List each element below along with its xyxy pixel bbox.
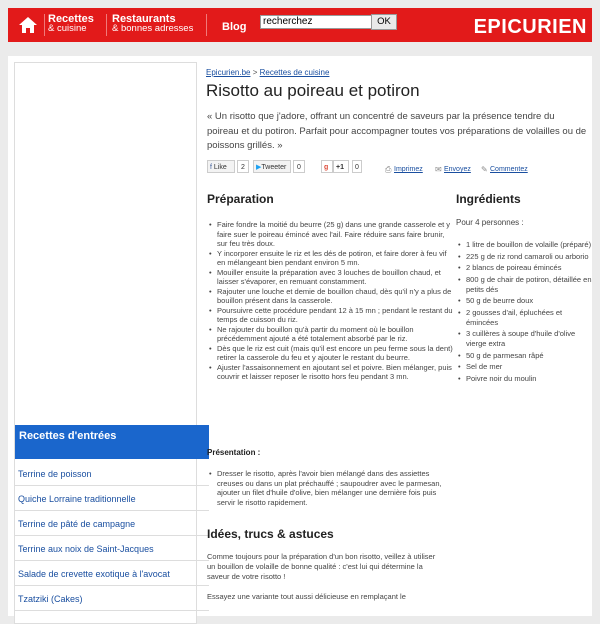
recipe-intro: « Un risotto que j'adore, offrant un concentré de saveurs par la présence tendre du poireau et du potiron. Parfait pour accompagner toutes vos préparations de volailles ou de poissons grillés. » <box>207 111 587 151</box>
breadcrumb-site-link[interactable]: Epicurien.be <box>206 68 251 77</box>
list-item: • Sel de mer <box>466 362 596 372</box>
twitter-icon: ▶ <box>256 164 262 171</box>
list-item: • Y incorporer ensuite le riz et les dés de potiron, et faire dorer à feu vif en mélangeant bien pendant environ 5 mn. <box>217 249 453 268</box>
comment-icon: ✎ <box>481 165 488 174</box>
list-item: • 3 cuillères à soupe d'huile d'olive vierge extra <box>466 329 596 349</box>
nav-blog[interactable]: Blog <box>222 21 247 33</box>
list-item: • Dresser le risotto, après l'avoir bien mélangé dans des assiettes creuses ou dans un plat préchauffé ; saupoudrer avec le parmesan, ajouter un filet d'huile d'olive, bien mélanger une dernière fois puis servir le risotto rapidement. <box>217 469 453 507</box>
page-title: Risotto au poireau et potiron <box>206 81 420 100</box>
search-ok-button[interactable]: OK <box>371 14 397 30</box>
sidebar-item[interactable]: Tzatziki (Cakes) <box>15 587 209 611</box>
mail-icon: ✉ <box>435 165 442 174</box>
social-bar <box>207 160 587 176</box>
list-item: • Dès que le riz est cuit (mais qu'il est encore un peu ferme sous la dent) retirer la casserole du feu et y ajouter le restant du beurre. <box>217 344 453 363</box>
list-item: • 225 g de riz rond camaroli ou arborio <box>466 252 596 262</box>
list-item: • 800 g de chair de potiron, détaillée en petits dés <box>466 275 596 295</box>
list-item: • 50 g de beurre doux <box>466 296 596 306</box>
ingredients-list <box>456 240 596 385</box>
tweet-count: 0 <box>293 160 305 173</box>
google-icon[interactable]: g <box>321 160 333 173</box>
sidebar-heading: Recettes d'entrées <box>15 425 209 459</box>
breadcrumb-section-link[interactable]: Recettes de cuisine <box>259 68 330 77</box>
list-item: • Ajuster l'assaisonnement en ajoutant sel et poivre. Bien mélanger, puis couvrir et laisser reposer le risotto hors feu pendant 3 mn. <box>217 363 453 382</box>
list-item: • 2 gousses d'ail, épluchées et émincées <box>466 308 596 328</box>
nav-recettes-label: Recettes <box>48 13 94 25</box>
nav-recettes[interactable] <box>48 14 94 34</box>
nav-divider <box>206 14 207 36</box>
list-item: • Mouiller ensuite la préparation avec 3 louches de bouillon chaud, et laisser s'évaporer, en remuant constamment. <box>217 268 453 287</box>
list-item: • 1 litre de bouillon de volaille (préparé) <box>466 240 596 250</box>
presentation-heading: Présentation : <box>207 448 261 457</box>
idees-continued-text: Essayez une variante tout aussi délicieuse en remplaçant le <box>207 592 406 601</box>
facebook-like-button[interactable] <box>207 160 235 173</box>
preparation-steps <box>207 220 453 382</box>
tweet-label: Tweeter <box>261 164 287 171</box>
nav-restaurants-sublabel: & bonnes adresses <box>112 23 194 34</box>
list-item: • Poursuivre cette procédure pendant 12 à 15 mn ; pendant le restant du temps de cuisson du riz. <box>217 306 453 325</box>
nav-divider <box>106 14 107 36</box>
list-item: • Ne rajouter du bouillon qu'à partir du moment où le bouillon précédemment ajouté a été totalement absorbé par le riz. <box>217 325 453 344</box>
breadcrumb-separator: > <box>252 68 258 77</box>
sidebar-item[interactable]: Terrine aux noix de Saint-Jacques <box>15 537 209 561</box>
like-icon: f <box>210 164 212 171</box>
nav-restaurants-label: Restaurants <box>112 13 176 25</box>
nav-recettes-sublabel: & cuisine <box>48 23 87 34</box>
list-item: • 50 g de parmesan râpé <box>466 351 596 361</box>
like-label: Like <box>213 164 227 171</box>
sidebar-item[interactable]: Terrine de poisson <box>15 462 209 486</box>
home-icon[interactable] <box>16 14 40 36</box>
idees-text: Comme toujours pour la préparation d'un bon risotto, veillez à utiliser un bouillon de volaille de bonne qualité : c'est lui qui détermine la saveur de votre risotto ! <box>207 552 436 581</box>
like-count: 2 <box>237 160 249 173</box>
ingredients-heading: Ingrédients <box>456 192 521 206</box>
presentation-steps <box>207 469 453 507</box>
list-item: • Poivre noir du moulin <box>466 374 596 384</box>
list-item: • Faire fondre la moitié du beurre (25 g) dans une grande casserole et y faire suer le poireau émincé avec l'ail. Faire réduire sans faire brunir, sur feu très doux. <box>217 220 453 249</box>
breadcrumb <box>206 68 329 77</box>
search-input[interactable]: recherchez <box>260 15 372 29</box>
list-item: • 2 blancs de poireau émincés <box>466 263 596 273</box>
site-logo[interactable]: EPICURIEN <box>473 16 587 38</box>
nav-restaurants[interactable] <box>112 14 193 34</box>
idees-heading: Idées, trucs & astuces <box>207 527 334 541</box>
nav-divider <box>44 14 45 36</box>
preparation-heading: Préparation <box>207 192 274 206</box>
list-item: • Rajouter une louche et demie de bouillon chaud, dès qu'il n'y a plus de bouillon présent dans la casserole. <box>217 287 453 306</box>
sidebar-item[interactable]: Quiche Lorraine traditionnelle <box>15 487 209 511</box>
sidebar-item[interactable]: Salade de crevette exotique à l'avocat <box>15 562 209 586</box>
print-icon: ⎙ <box>385 165 392 174</box>
servings-label: Pour 4 personnes : <box>456 218 524 227</box>
sidebar-item[interactable]: Terrine de pâté de campagne <box>15 512 209 536</box>
plus-one-count: 0 <box>352 160 362 173</box>
plus-one-button[interactable]: +1 <box>333 160 349 173</box>
print-link[interactable]: Imprimez <box>394 166 423 173</box>
send-link[interactable]: Envoyez <box>444 166 471 173</box>
tweet-button[interactable] <box>253 160 291 173</box>
comment-link[interactable]: Commentez <box>490 166 528 173</box>
